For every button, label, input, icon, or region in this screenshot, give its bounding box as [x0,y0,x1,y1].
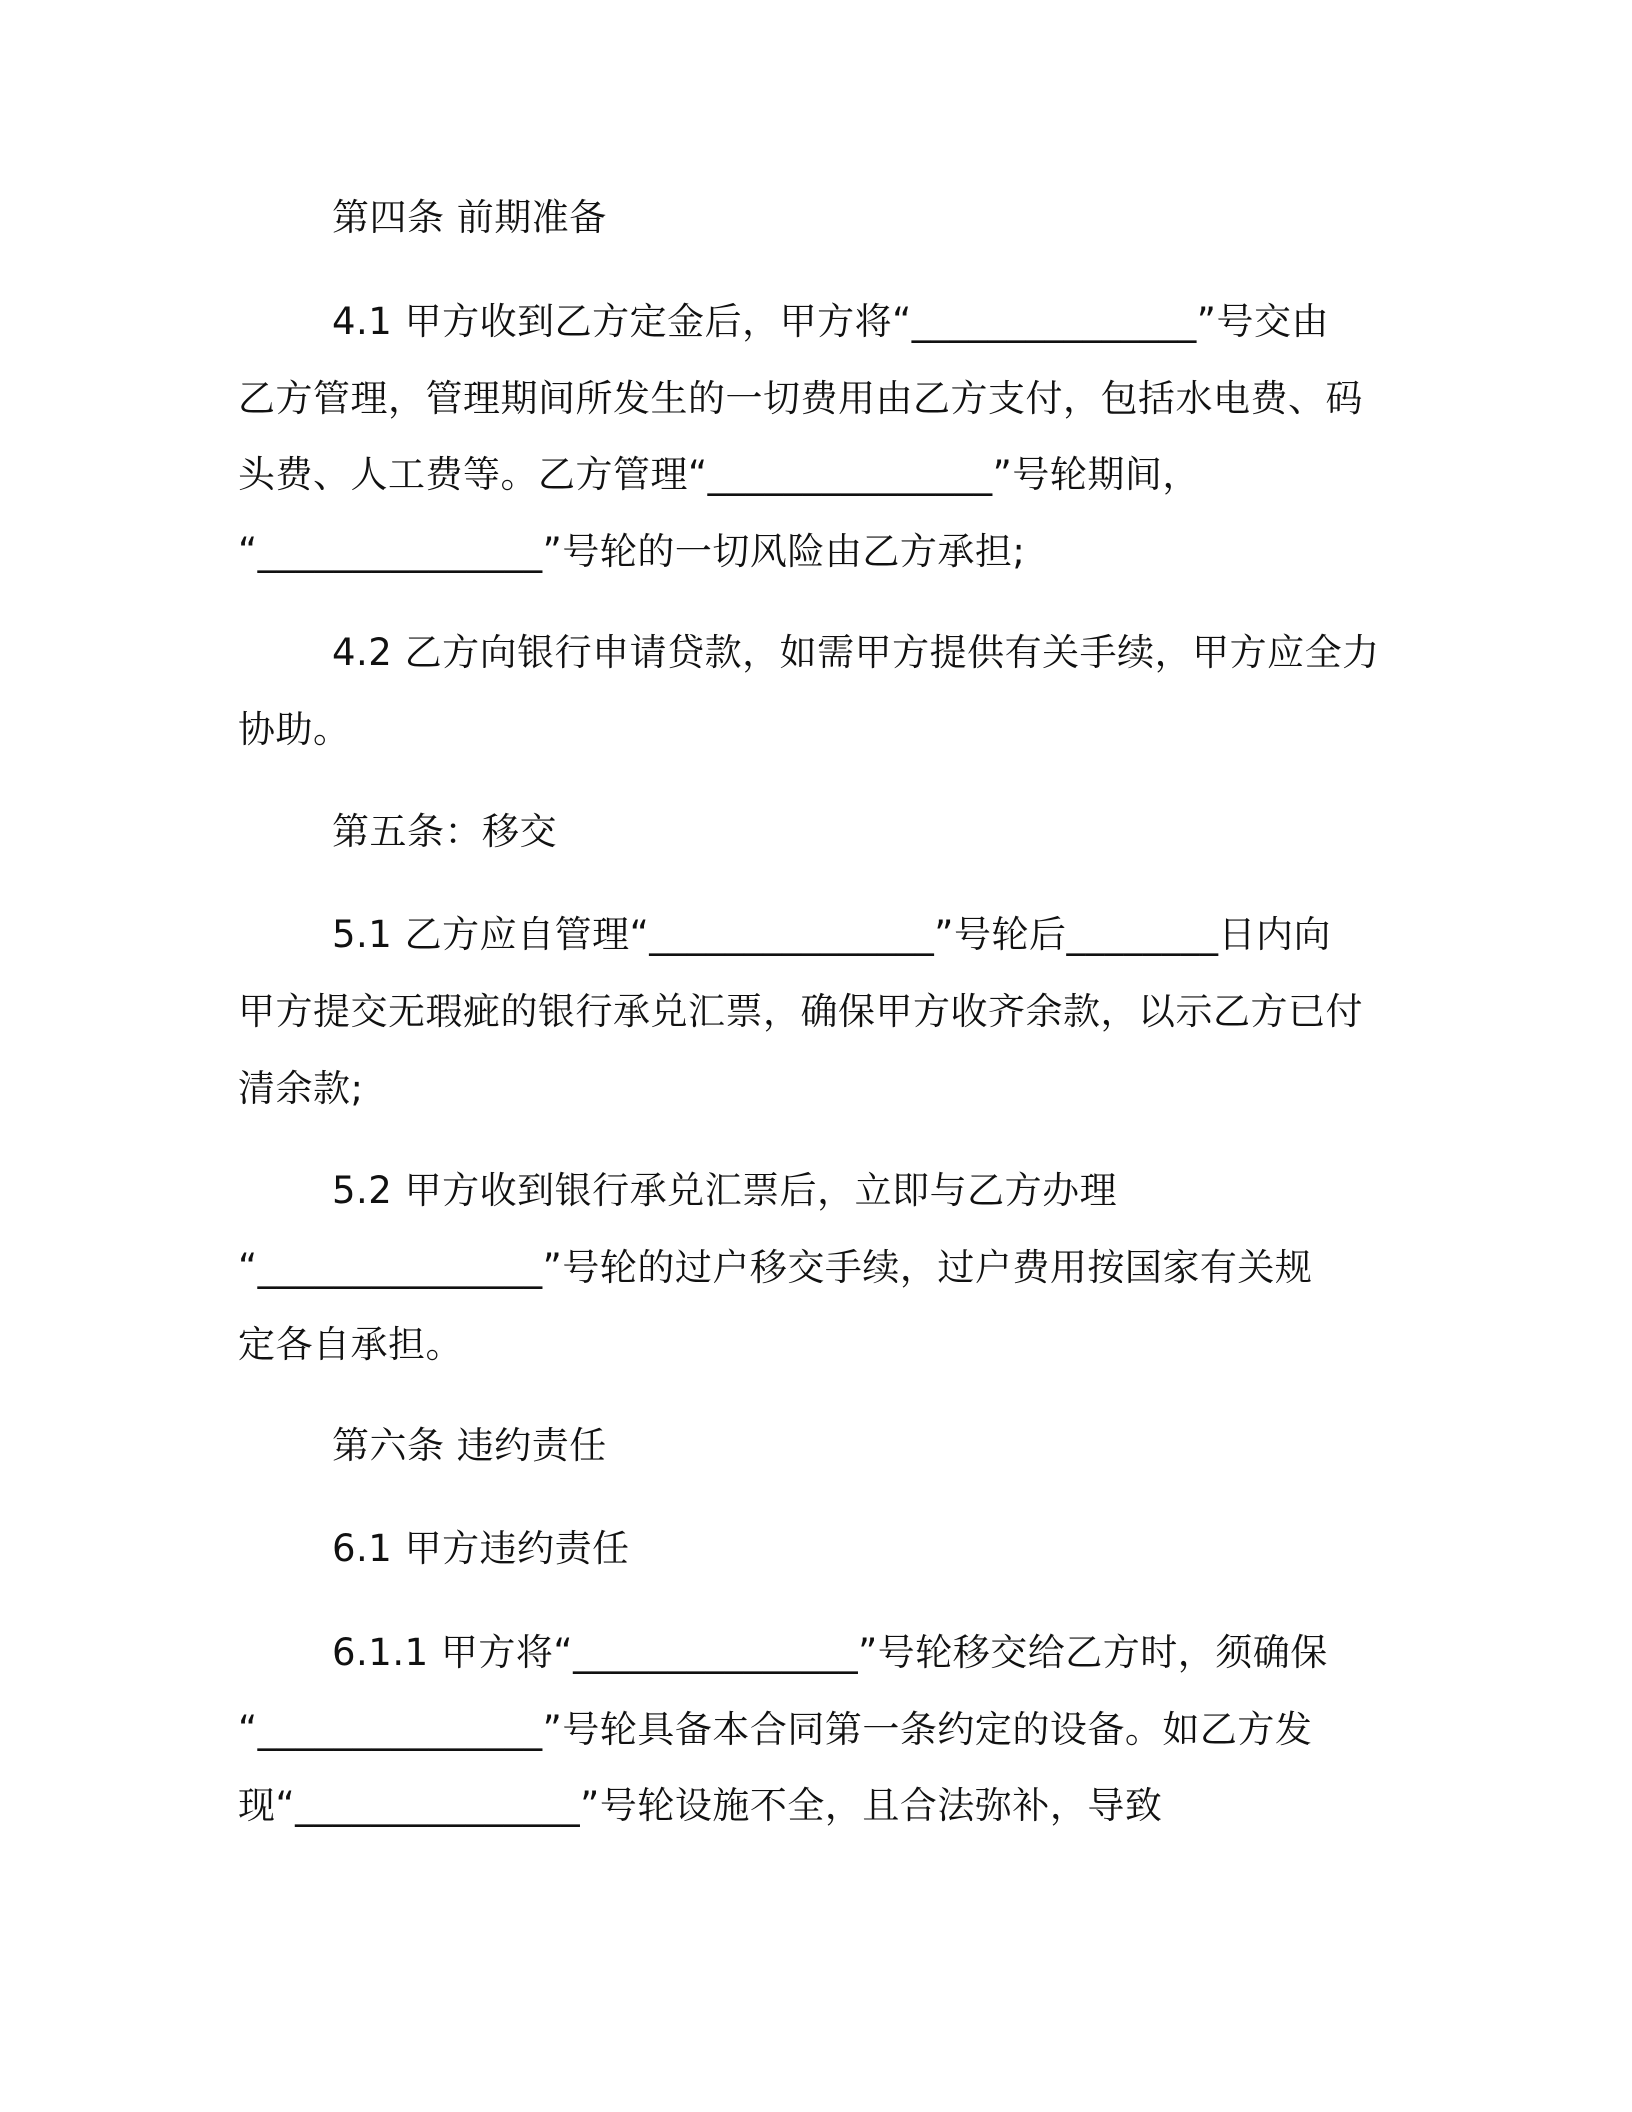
subheading-6-1: 6.1 甲方违约责任 [332,1527,630,1570]
paragraph-line: 4.1 甲方收到乙方定金后，甲方将“_______________”号交由 [332,300,1329,343]
paragraph-line: 定各自承担。 [238,1323,463,1366]
paragraph-line: “_______________”号轮的一切风险由乙方承担; [238,530,1026,573]
paragraph-line: 5.1 乙方应自管理“_______________”号轮后________日内向 [332,913,1331,956]
paragraph-line: 4.2 乙方向银行申请贷款，如需甲方提供有关手续，甲方应全力 [332,631,1380,674]
paragraph-line: 乙方管理，管理期间所发生的一切费用由乙方支付，包括水电费、码 [238,377,1363,420]
heading-article-6: 第六条 违约责任 [332,1424,607,1467]
heading-article-4: 第四条 前期准备 [332,196,607,239]
paragraph-line: “_______________”号轮的过户移交手续，过户费用按国家有关规 [238,1246,1313,1289]
paragraph-line: 协助。 [238,708,351,751]
paragraph-line: 清余款; [238,1067,364,1110]
paragraph-line: 现“_______________”号轮设施不全，且合法弥补，导致 [238,1784,1163,1827]
heading-article-5: 第五条：移交 [332,810,557,853]
paragraph-line: 头费、人工费等。乙方管理“_______________”号轮期间， [238,453,1200,496]
paragraph-line: “_______________”号轮具备本合同第一条约定的设备。如乙方发 [238,1708,1313,1751]
paragraph-line: 甲方提交无瑕疵的银行承兑汇票，确保甲方收齐余款，以示乙方已付 [238,990,1363,1033]
paragraph-line: 5.2 甲方收到银行承兑汇票后，立即与乙方办理 [332,1169,1118,1212]
paragraph-line: 6.1.1 甲方将“_______________”号轮移交给乙方时，须确保 [332,1631,1328,1674]
